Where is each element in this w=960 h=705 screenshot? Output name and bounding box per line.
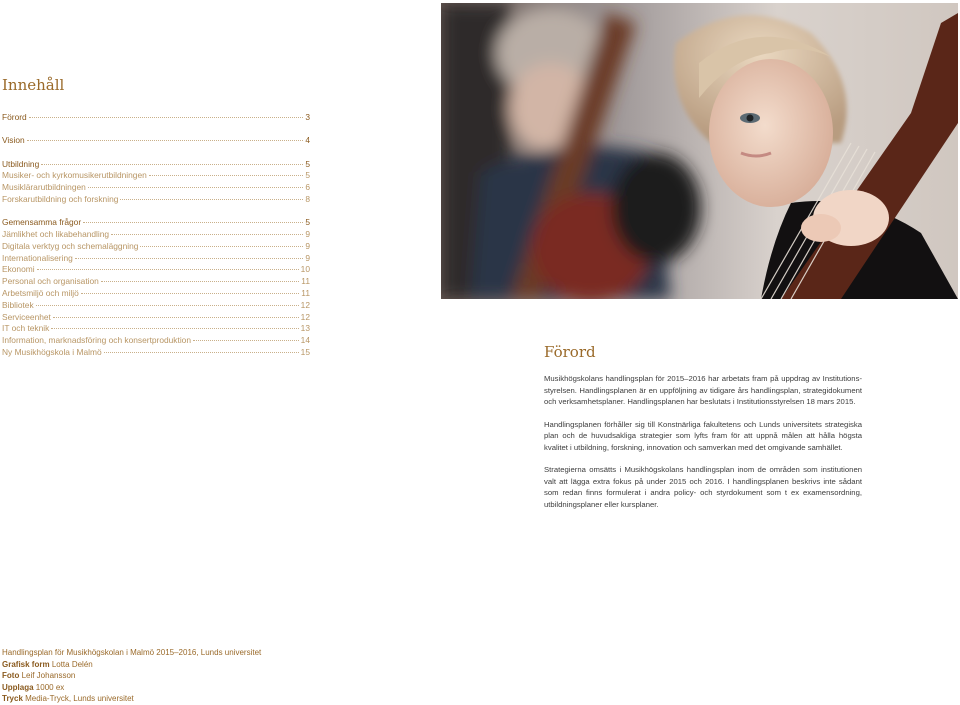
- toc-entry-label: Gemensamma frågor: [2, 217, 82, 228]
- toc-entry[interactable]: [2, 253, 310, 265]
- toc-entry-label: Personal och organisation: [2, 276, 99, 287]
- toc-entry[interactable]: [2, 217, 310, 229]
- toc-leader-dots: [149, 175, 304, 176]
- colophon-photo-label: Foto: [2, 671, 20, 680]
- contents-title: Innehåll: [2, 76, 65, 94]
- toc-entry-label: Internationalisering: [2, 252, 73, 263]
- toc-entry[interactable]: [2, 170, 310, 182]
- toc-entry-page: 9: [305, 252, 310, 263]
- colophon-print-run-value: 1000 ex: [35, 682, 65, 692]
- toc-entry[interactable]: [2, 112, 310, 124]
- toc-entry[interactable]: [2, 264, 310, 276]
- toc-leader-dots: [101, 281, 299, 282]
- colophon-design-label: Grafisk form: [2, 659, 50, 669]
- toc-leader-dots: [104, 352, 299, 353]
- musicians-illustration: [441, 3, 958, 299]
- toc-entry-page: 13: [300, 323, 310, 334]
- toc-entry[interactable]: [2, 135, 310, 147]
- toc-entry-page: 11: [301, 288, 310, 299]
- toc-entry-label: Bibliotek: [2, 299, 34, 310]
- toc-entry[interactable]: [2, 335, 310, 347]
- toc-entry-page: 6: [305, 182, 310, 193]
- toc-entry-page: 9: [305, 229, 310, 240]
- colophon-photo-value: Leif Johansson: [21, 671, 76, 680]
- toc-leader-dots: [120, 199, 303, 200]
- forord-paragraph-1: Musikhögskolans handlingsplan för 2015–2016 har arbetats fram på uppdrag av Institutionsstyrelsen. Handlingsplanen är en uppföljning av tidigare års handlingsplan, strategidokument och verksamhetsplaner. Handlingsplanen har beslutats i Institutionsstyrelsen 18 mars 2015.: [544, 374, 862, 406]
- toc-entry[interactable]: [2, 159, 310, 171]
- colophon-print-run-label: Upplaga: [2, 682, 34, 692]
- toc-entry-label: Arbetsmiljö och miljö: [2, 288, 79, 299]
- toc-entry-label: Musiklärarutbildningen: [2, 182, 86, 193]
- toc-entry-page: 5: [305, 170, 310, 181]
- toc-entry-label: Information, marknadsföring och konsertproduktion: [2, 335, 192, 346]
- colophon-printer-value: Media-Tryck, Lunds universitet: [25, 694, 134, 703]
- toc-entry-label: Serviceenhet: [2, 311, 51, 322]
- colophon-design-value: Lotta Delén: [51, 659, 93, 669]
- toc-entry[interactable]: [2, 288, 310, 300]
- toc-leader-dots: [53, 317, 299, 318]
- cello-photo: [441, 3, 958, 299]
- colophon-printer: [2, 693, 261, 705]
- toc-entry-page: 8: [305, 193, 310, 204]
- toc-entry-label: Musiker- och kyrkomusikerutbildningen: [2, 170, 147, 181]
- toc-entry-page: 12: [300, 299, 310, 310]
- forord-body: [544, 373, 862, 521]
- toc-leader-dots: [41, 164, 303, 165]
- forord-paragraph-2: Handlingsplanen förhåller sig till Konstnärliga fakultetens och Lunds universitets strategiska plan och de huvudsakliga strategier som lyfts fram för att uppnå målen att hålla högsta kvalitet i utbildning, forskning, innovation och samverkan med det omgivande samhället.: [544, 419, 862, 452]
- toc-leader-dots: [37, 269, 299, 270]
- toc-leader-dots: [111, 234, 303, 235]
- toc-entry[interactable]: [2, 347, 310, 359]
- toc-entry[interactable]: [2, 241, 310, 253]
- toc-leader-dots: [88, 187, 304, 188]
- toc-entry-page: 15: [300, 347, 310, 358]
- toc-leader-dots: [193, 340, 299, 341]
- toc-entry[interactable]: [2, 323, 310, 335]
- colophon-publication: Handlingsplan för Musikhögskolan i Malmö 2015–2016, Lunds universitet: [2, 648, 262, 657]
- toc-entry[interactable]: [2, 229, 310, 241]
- toc-entry-page: 14: [300, 335, 310, 346]
- colophon-design: [2, 659, 261, 671]
- toc-entry-label: Ekonomi: [2, 264, 35, 275]
- forord-title: Förord: [544, 343, 596, 361]
- toc-leader-dots: [51, 328, 298, 329]
- toc-entry-label: Jämlikhet och likabehandling: [2, 229, 110, 240]
- toc-leader-dots: [81, 293, 300, 294]
- toc-entry-page: 5: [305, 217, 310, 228]
- toc-leader-dots: [140, 246, 303, 247]
- toc-leader-dots: [75, 258, 304, 259]
- toc-entry-page: 11: [301, 276, 310, 287]
- toc-entry-label: Förord: [2, 112, 27, 122]
- toc-leader-dots: [83, 222, 303, 223]
- toc-leader-dots: [29, 117, 304, 118]
- toc-entry[interactable]: [2, 300, 310, 312]
- colophon: [2, 647, 261, 705]
- toc-leader-dots: [27, 140, 304, 141]
- toc-entry-page: 12: [300, 311, 310, 322]
- colophon-printer-label: Tryck: [2, 694, 23, 703]
- toc-entry-label: Vision: [2, 135, 25, 146]
- toc-entry[interactable]: [2, 194, 310, 206]
- toc-entry-page: 4: [305, 135, 310, 146]
- colophon-print-run: [2, 682, 261, 694]
- toc-leader-dots: [36, 305, 299, 306]
- table-of-contents: [2, 112, 310, 359]
- toc-entry-page: 3: [305, 112, 310, 122]
- toc-entry[interactable]: [2, 182, 310, 194]
- toc-entry-page: 10: [300, 264, 310, 275]
- colophon-photo: [2, 670, 261, 682]
- toc-entry[interactable]: [2, 312, 310, 324]
- toc-entry[interactable]: [2, 276, 310, 288]
- toc-entry-label: Ny Musikhögskola i Malmö: [2, 347, 102, 358]
- toc-entry-label: Digitala verktyg och schemaläggning: [2, 240, 139, 251]
- toc-entry-label: IT och teknik: [2, 323, 50, 334]
- toc-entry-label: Forskarutbildning och forskning: [2, 193, 119, 204]
- toc-entry-label: Utbildning: [2, 158, 40, 169]
- toc-entry-page: 9: [305, 240, 310, 251]
- forord-paragraph-3: Strategierna omsätts i Musikhögskolans handlingsplan inom de områden som institutionen valt att lägga extra fokus på under 2015 och 2016. I handlingsplanen beskrivs inte sådant som redan finns formulerat i andra policy- och styrdokument som t ex examensordning, utbildningsplaner eller kursplaner.: [544, 465, 862, 509]
- toc-entry-page: 5: [305, 158, 310, 169]
